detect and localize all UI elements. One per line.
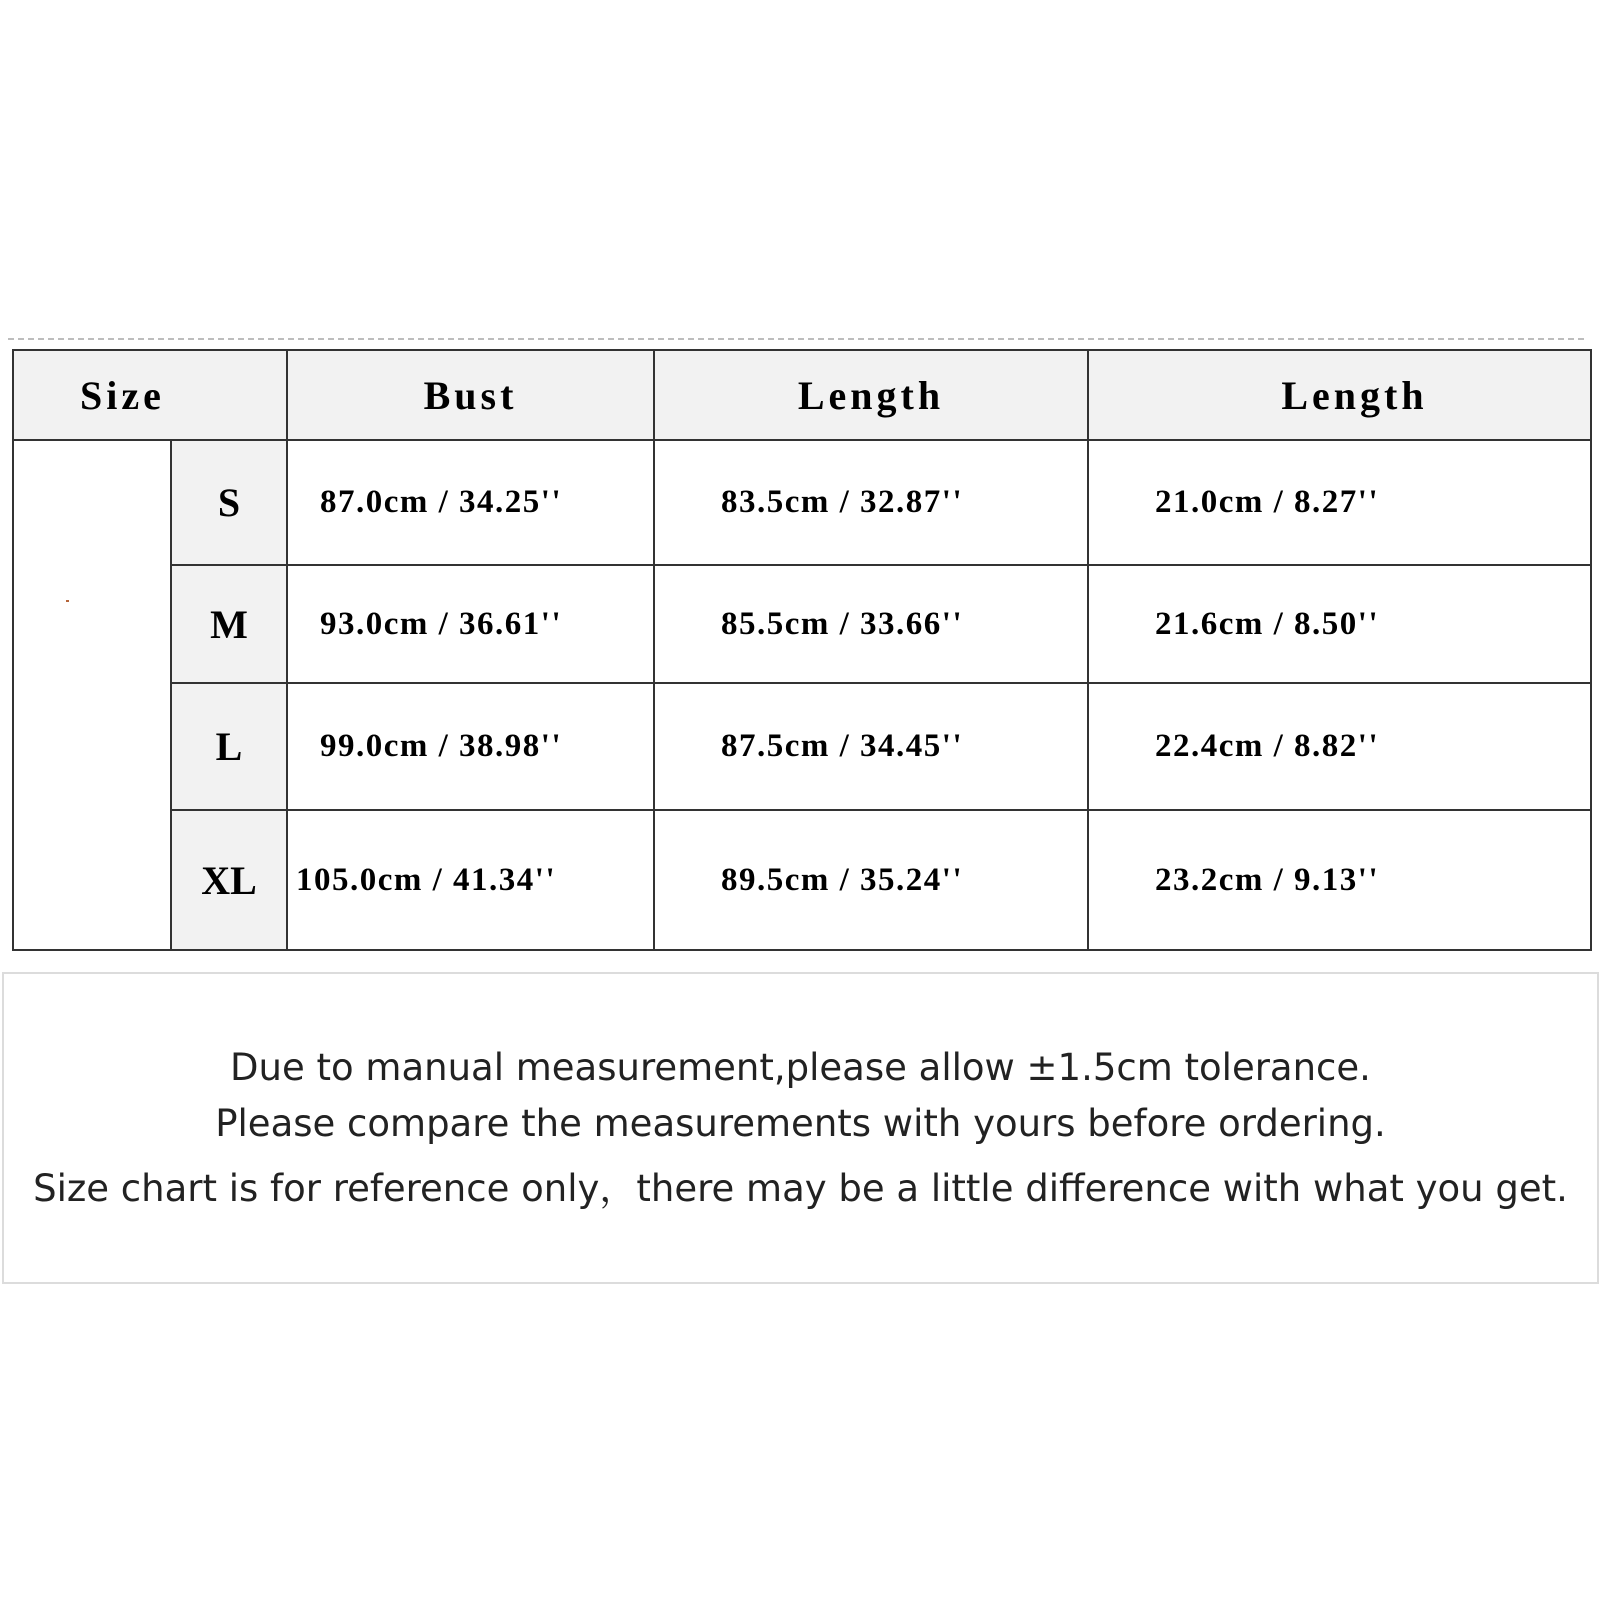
- size-label: L: [171, 683, 287, 810]
- table-row: [13, 440, 1591, 565]
- bust-value: 105.0cm / 41.34'': [287, 810, 654, 950]
- header-bust: Bust: [287, 350, 654, 440]
- length-value: 87.5cm / 34.45'': [654, 683, 1088, 810]
- header-length-2: Length: [1088, 350, 1591, 440]
- length-2-value: 22.4cm / 8.82'': [1088, 683, 1591, 810]
- bust-value: 99.0cm / 38.98'': [287, 683, 654, 810]
- note-reference: Size chart is for reference only，there may be a little difference with what you get.: [33, 1167, 1568, 1210]
- table-row: [13, 565, 1591, 683]
- note-tolerance: Due to manual measurement,please allow ±1.5cm tolerance.: [230, 1046, 1371, 1089]
- table-row: [13, 683, 1591, 810]
- header-size: Size: [13, 350, 287, 440]
- length-2-value: 21.6cm / 8.50'': [1088, 565, 1591, 683]
- size-label: M: [171, 565, 287, 683]
- size-label: XL: [171, 810, 287, 950]
- length-2-value: 21.0cm / 8.27'': [1088, 440, 1591, 565]
- length-value: 89.5cm / 35.24'': [654, 810, 1088, 950]
- table-header-row: [13, 350, 1591, 440]
- header-length: Length: [654, 350, 1088, 440]
- note-compare: Please compare the measurements with yours before ordering.: [215, 1102, 1386, 1145]
- size-chart-table: [12, 349, 1592, 951]
- table-row: [13, 810, 1591, 950]
- length-value: 83.5cm / 32.87'': [654, 440, 1088, 565]
- size-label: S: [171, 440, 287, 565]
- blank-column: [13, 440, 171, 950]
- bust-value: 87.0cm / 34.25'': [287, 440, 654, 565]
- dashed-divider: [8, 338, 1584, 340]
- length-value: 85.5cm / 33.66'': [654, 565, 1088, 683]
- length-2-value: 23.2cm / 9.13'': [1088, 810, 1591, 950]
- artifact-dot: [66, 600, 69, 602]
- bust-value: 93.0cm / 36.61'': [287, 565, 654, 683]
- measurement-note-box: [2, 972, 1599, 1284]
